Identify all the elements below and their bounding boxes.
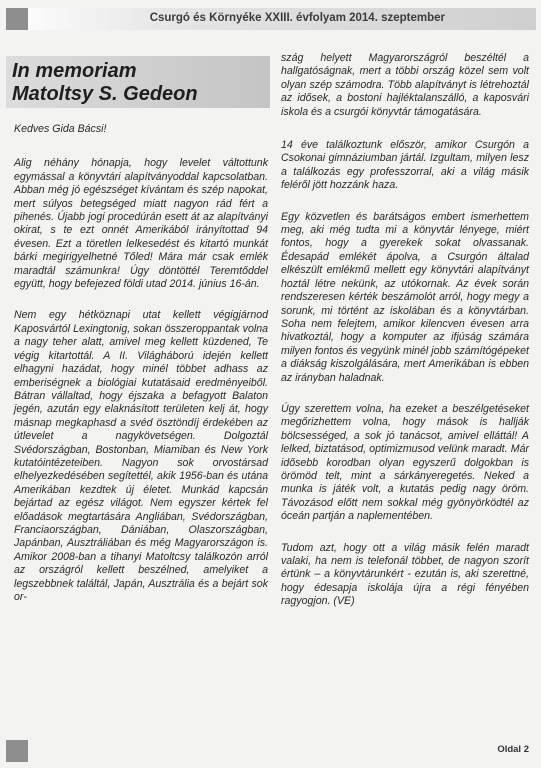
paragraph: Egy közvetlen és barátságos embert ismerhettem meg, aki még tudta mi a könyvtár lényege, miért fontos, hogy a gyerekek sokat olvassanak. Édesapád emlékét ápolva, a Csurgón általad elkészült emlékmű mellett egy könyvtári alapítványt hoztál létre nekünk, az utókornak. Az évek során rendszeresen kérték beszámolót arról, hogy megy a sorunk, mi történt az iskolában és a könyvtárban. Soha nem felejtem, amikor kilencven évesen arra hivatkoztál, hogy a komputer az ifjúság számára milyen fontos és vegyünk minél jobb számítógépeket a diákság kiszolgálására, mert Amerikában is ebben az irányban haladnak. [281, 210, 529, 384]
paragraph: Tudom azt, hogy ott a világ másik felén maradt valaki, ha nem is telefonál többet, de nagyon szorít értünk – a könyvtárunkért - ezután is, aki szerettné, hogy édesapja iskolája újra a régi fényében ragyogjon. (VE) [281, 541, 529, 608]
paragraph: szág helyett Magyarországról beszéltél a hallgatóságnak, mert a többi ország közel sem volt olyan szép számodra. Több alapítványt is létrehoztál az idősek, a bostoni hajléktalanszálló, a kaposvári iskola és a csurgói könyvtár támogatására. [281, 52, 529, 118]
paragraph: Úgy szerettem volna, ha ezeket a beszélgetéseket megőrizhettem volna, hogy mások is hallják bölcsességed, a sok jó tanácsot, amivel elláttál! A lelked, biztatásod, optimizmusod velünk maradt. Már idősebb korodban olyan egyszerű dolgokban is örömöd telt, mint a sárkányeregetés. Neked a munka is játék volt, a kutatás pedig nagy öröm. Távozásod előtt nem sokkal még gyönyörködtél az óceán partján a naplementében. [281, 402, 529, 523]
publication-header: Csurgó és Környéke XXIII. évfolyam 2014. szeptember [149, 12, 445, 24]
greeting: Kedves Gida Bácsi! [14, 123, 107, 135]
paragraph: Nem egy hétköznapi utat kellett végigjárnod Kaposvártól Lexingtonig, sokan összeroppantak volna a nagy teher alatt, amivel meg kellett küzdened, Te végig kitartottál. A II. Világháború idején kellett elhagyni hazádat, hogy minél többet adhass az emberiségnek a biológiai kutatásaid eredményeiből. Bátran vállaltad, hogy éjszaka a befagyott Balaton jegén, azután egy elaknásított területen kelj át, hogy másnap megkaphasd a svéd ösztöndíj érdekében az útlevelet a nagykövetségen. Dolgoztál Svédországban, Bostonban, Miamiban és New York kutatóintézeteiben. Nagyon sok orvostársad elhelyezkedésében segítettél, akik 1956-ban és utána Amerikában kezdtek új életet. Munkád kapcsán bejártad az egész világot. Nem egyszer kértek fel előadások megtartására Angliában, Svédországban, Franciaországban, Dániában, Olaszországban, Japánban, Ausztráliában és még Magyarországon is. Amikor 2008-ban a tihanyi Matoltcsy találkozón arról az országról kellett beszélned, amelyiket a legszebbnek találtál, Japán, Ausztrália és a bejárt sok or- [14, 309, 268, 603]
article-title-line-1: In memoriam [12, 60, 137, 82]
right-column [281, 52, 529, 609]
paragraph: Alig néhány hónapja, hogy levelet váltottunk egymással a könyvtári alapítványoddal kapcsolatban. Abban még jó egészséget kívántam és szép napokat, mert súlyos betegséged miatt nagyon rád fért a pihenés. Újabb jogi procedúrán esett át az alapítványi okirat, s te ezt onnét Amerikából irányítottad 94 évesen. Ezt a töretlen lelkesedést és kitartó munkát bárki megirigyelhetné Tőled! Mára már csak emlék maradtál számunkra! Úgy döntöttél Teremtőddel együtt, hogy befejezed földi utad 2014. június 16-án. [14, 157, 268, 291]
article-title-line-2: Matoltsy S. Gedeon [12, 83, 198, 105]
left-column [14, 123, 268, 604]
page-number: Oldal 2 [497, 744, 529, 755]
header-corner-square [6, 8, 28, 30]
paragraph: 14 éve találkoztunk először, amikor Csurgón a Csokonai gimnáziumban jártál. Izgultam, milyen lesz a találkozás egy professzorral, aki a világ másik feléről jött hozzánk haza. [281, 139, 529, 192]
footer-corner-square [6, 740, 28, 762]
